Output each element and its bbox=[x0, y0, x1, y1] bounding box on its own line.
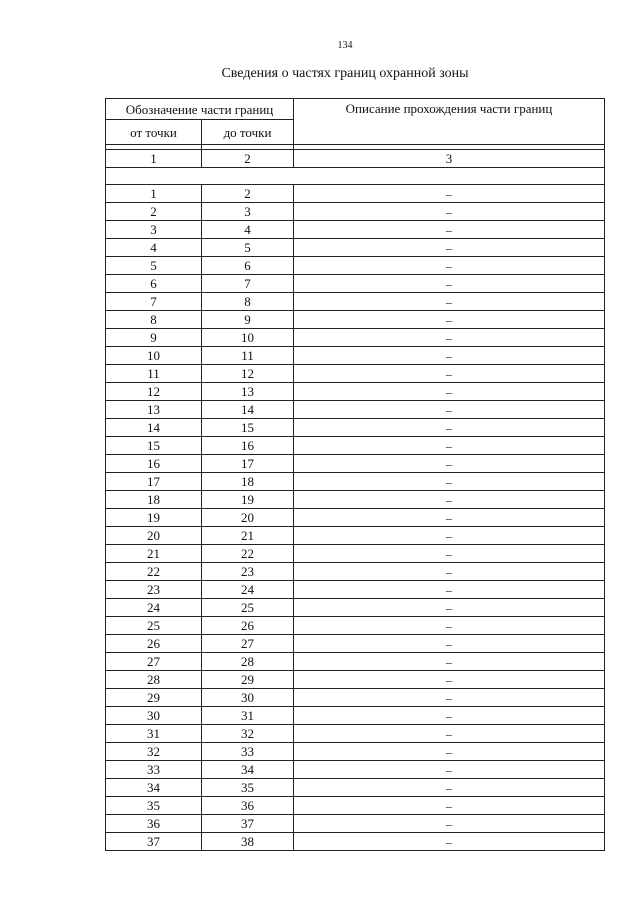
description-cell: – bbox=[294, 743, 605, 761]
table-row bbox=[106, 635, 605, 653]
to-point-cell: 9 bbox=[202, 311, 294, 329]
table-row bbox=[106, 779, 605, 797]
from-point-cell: 6 bbox=[106, 275, 202, 293]
to-point-cell: 10 bbox=[202, 329, 294, 347]
from-point-cell: 37 bbox=[106, 833, 202, 851]
from-point-cell: 5 bbox=[106, 257, 202, 275]
table-row bbox=[106, 329, 605, 347]
from-point-cell: 9 bbox=[106, 329, 202, 347]
description-cell: – bbox=[294, 527, 605, 545]
description-cell: – bbox=[294, 311, 605, 329]
description-cell: – bbox=[294, 239, 605, 257]
description-cell: – bbox=[294, 401, 605, 419]
from-point-cell: 20 bbox=[106, 527, 202, 545]
table-row bbox=[106, 365, 605, 383]
table-row bbox=[106, 689, 605, 707]
to-point-cell: 2 bbox=[202, 185, 294, 203]
to-point-cell: 13 bbox=[202, 383, 294, 401]
to-point-cell: 30 bbox=[202, 689, 294, 707]
description-cell: – bbox=[294, 581, 605, 599]
from-point-cell: 2 bbox=[106, 203, 202, 221]
header-to-point: до точки bbox=[202, 120, 294, 145]
from-point-cell: 31 bbox=[106, 725, 202, 743]
table-row bbox=[106, 797, 605, 815]
table-row bbox=[106, 455, 605, 473]
table-row bbox=[106, 275, 605, 293]
from-point-cell: 32 bbox=[106, 743, 202, 761]
description-cell: – bbox=[294, 257, 605, 275]
to-point-cell: 32 bbox=[202, 725, 294, 743]
from-point-cell: 17 bbox=[106, 473, 202, 491]
column-number-row bbox=[106, 150, 605, 168]
from-point-cell: 29 bbox=[106, 689, 202, 707]
description-cell: – bbox=[294, 671, 605, 689]
header-from-point: от точки bbox=[106, 120, 202, 145]
from-point-cell: 8 bbox=[106, 311, 202, 329]
description-cell: – bbox=[294, 617, 605, 635]
to-point-cell: 19 bbox=[202, 491, 294, 509]
to-point-cell: 3 bbox=[202, 203, 294, 221]
from-point-cell: 16 bbox=[106, 455, 202, 473]
table-row bbox=[106, 743, 605, 761]
description-cell: – bbox=[294, 491, 605, 509]
table-row bbox=[106, 491, 605, 509]
from-point-cell: 33 bbox=[106, 761, 202, 779]
to-point-cell: 28 bbox=[202, 653, 294, 671]
table-row bbox=[106, 293, 605, 311]
to-point-cell: 12 bbox=[202, 365, 294, 383]
table-row bbox=[106, 527, 605, 545]
from-point-cell: 19 bbox=[106, 509, 202, 527]
description-cell: – bbox=[294, 635, 605, 653]
to-point-cell: 26 bbox=[202, 617, 294, 635]
description-cell: – bbox=[294, 473, 605, 491]
description-cell: – bbox=[294, 725, 605, 743]
to-point-cell: 20 bbox=[202, 509, 294, 527]
to-point-cell: 33 bbox=[202, 743, 294, 761]
from-point-cell: 1 bbox=[106, 185, 202, 203]
to-point-cell: 31 bbox=[202, 707, 294, 725]
table-row bbox=[106, 203, 605, 221]
table-row bbox=[106, 581, 605, 599]
description-cell: – bbox=[294, 815, 605, 833]
table-row bbox=[106, 653, 605, 671]
to-point-cell: 37 bbox=[202, 815, 294, 833]
table-row bbox=[106, 707, 605, 725]
from-point-cell: 15 bbox=[106, 437, 202, 455]
to-point-cell: 21 bbox=[202, 527, 294, 545]
from-point-cell: 4 bbox=[106, 239, 202, 257]
from-point-cell: 24 bbox=[106, 599, 202, 617]
from-point-cell: 22 bbox=[106, 563, 202, 581]
from-point-cell: 3 bbox=[106, 221, 202, 239]
description-cell: – bbox=[294, 437, 605, 455]
table-row bbox=[106, 383, 605, 401]
to-point-cell: 38 bbox=[202, 833, 294, 851]
table-row bbox=[106, 599, 605, 617]
from-point-cell: 14 bbox=[106, 419, 202, 437]
to-point-cell: 16 bbox=[202, 437, 294, 455]
to-point-cell: 29 bbox=[202, 671, 294, 689]
from-point-cell: 25 bbox=[106, 617, 202, 635]
to-point-cell: 4 bbox=[202, 221, 294, 239]
to-point-cell: 23 bbox=[202, 563, 294, 581]
description-cell: – bbox=[294, 545, 605, 563]
document-title: Сведения о частях границ охранной зоны bbox=[221, 66, 469, 81]
column-number-2: 2 bbox=[202, 150, 294, 168]
table-row bbox=[106, 761, 605, 779]
column-number-1: 1 bbox=[106, 150, 202, 168]
description-cell: – bbox=[294, 689, 605, 707]
table-header bbox=[106, 99, 605, 145]
description-cell: – bbox=[294, 419, 605, 437]
to-point-cell: 35 bbox=[202, 779, 294, 797]
description-cell: – bbox=[294, 455, 605, 473]
to-point-cell: 6 bbox=[202, 257, 294, 275]
description-cell: – bbox=[294, 509, 605, 527]
table-row bbox=[106, 437, 605, 455]
to-point-cell: 18 bbox=[202, 473, 294, 491]
to-point-cell: 34 bbox=[202, 761, 294, 779]
from-point-cell: 11 bbox=[106, 365, 202, 383]
to-point-cell: 17 bbox=[202, 455, 294, 473]
to-point-cell: 15 bbox=[202, 419, 294, 437]
from-point-cell: 36 bbox=[106, 815, 202, 833]
description-cell: – bbox=[294, 329, 605, 347]
from-point-cell: 7 bbox=[106, 293, 202, 311]
table-row bbox=[106, 509, 605, 527]
description-cell: – bbox=[294, 599, 605, 617]
description-cell: – bbox=[294, 365, 605, 383]
to-point-cell: 25 bbox=[202, 599, 294, 617]
to-point-cell: 7 bbox=[202, 275, 294, 293]
to-point-cell: 8 bbox=[202, 293, 294, 311]
description-cell: – bbox=[294, 383, 605, 401]
description-cell: – bbox=[294, 347, 605, 365]
description-cell: – bbox=[294, 833, 605, 851]
description-cell: – bbox=[294, 275, 605, 293]
blank-row bbox=[106, 168, 605, 185]
table-row bbox=[106, 419, 605, 437]
table-row bbox=[106, 725, 605, 743]
description-cell: – bbox=[294, 707, 605, 725]
to-point-cell: 24 bbox=[202, 581, 294, 599]
header-boundary-description: Описание прохождения части границ bbox=[294, 99, 605, 145]
description-cell: – bbox=[294, 761, 605, 779]
page-number: 134 bbox=[337, 40, 353, 51]
from-point-cell: 23 bbox=[106, 581, 202, 599]
from-point-cell: 28 bbox=[106, 671, 202, 689]
table-row bbox=[106, 671, 605, 689]
to-point-cell: 27 bbox=[202, 635, 294, 653]
description-cell: – bbox=[294, 203, 605, 221]
table-row bbox=[106, 815, 605, 833]
table-row bbox=[106, 617, 605, 635]
description-cell: – bbox=[294, 653, 605, 671]
description-cell: – bbox=[294, 779, 605, 797]
table-row bbox=[106, 347, 605, 365]
column-number-3: 3 bbox=[294, 150, 605, 168]
table-row bbox=[106, 401, 605, 419]
from-point-cell: 30 bbox=[106, 707, 202, 725]
table-row bbox=[106, 239, 605, 257]
from-point-cell: 13 bbox=[106, 401, 202, 419]
header-boundary-part-designation: Обозначение части границ bbox=[106, 99, 294, 120]
table-row bbox=[106, 563, 605, 581]
description-cell: – bbox=[294, 563, 605, 581]
from-point-cell: 27 bbox=[106, 653, 202, 671]
boundary-parts-table bbox=[105, 98, 605, 851]
from-point-cell: 18 bbox=[106, 491, 202, 509]
table-row bbox=[106, 473, 605, 491]
from-point-cell: 26 bbox=[106, 635, 202, 653]
table-row bbox=[106, 185, 605, 203]
blank-cell bbox=[106, 168, 605, 185]
to-point-cell: 11 bbox=[202, 347, 294, 365]
to-point-cell: 14 bbox=[202, 401, 294, 419]
from-point-cell: 21 bbox=[106, 545, 202, 563]
table-row bbox=[106, 833, 605, 851]
to-point-cell: 5 bbox=[202, 239, 294, 257]
from-point-cell: 34 bbox=[106, 779, 202, 797]
from-point-cell: 10 bbox=[106, 347, 202, 365]
from-point-cell: 12 bbox=[106, 383, 202, 401]
table-row bbox=[106, 257, 605, 275]
description-cell: – bbox=[294, 221, 605, 239]
to-point-cell: 22 bbox=[202, 545, 294, 563]
from-point-cell: 35 bbox=[106, 797, 202, 815]
to-point-cell: 36 bbox=[202, 797, 294, 815]
description-cell: – bbox=[294, 185, 605, 203]
description-cell: – bbox=[294, 293, 605, 311]
description-cell: – bbox=[294, 797, 605, 815]
table-row bbox=[106, 311, 605, 329]
table-body bbox=[106, 145, 605, 851]
table-row bbox=[106, 221, 605, 239]
table-row bbox=[106, 545, 605, 563]
